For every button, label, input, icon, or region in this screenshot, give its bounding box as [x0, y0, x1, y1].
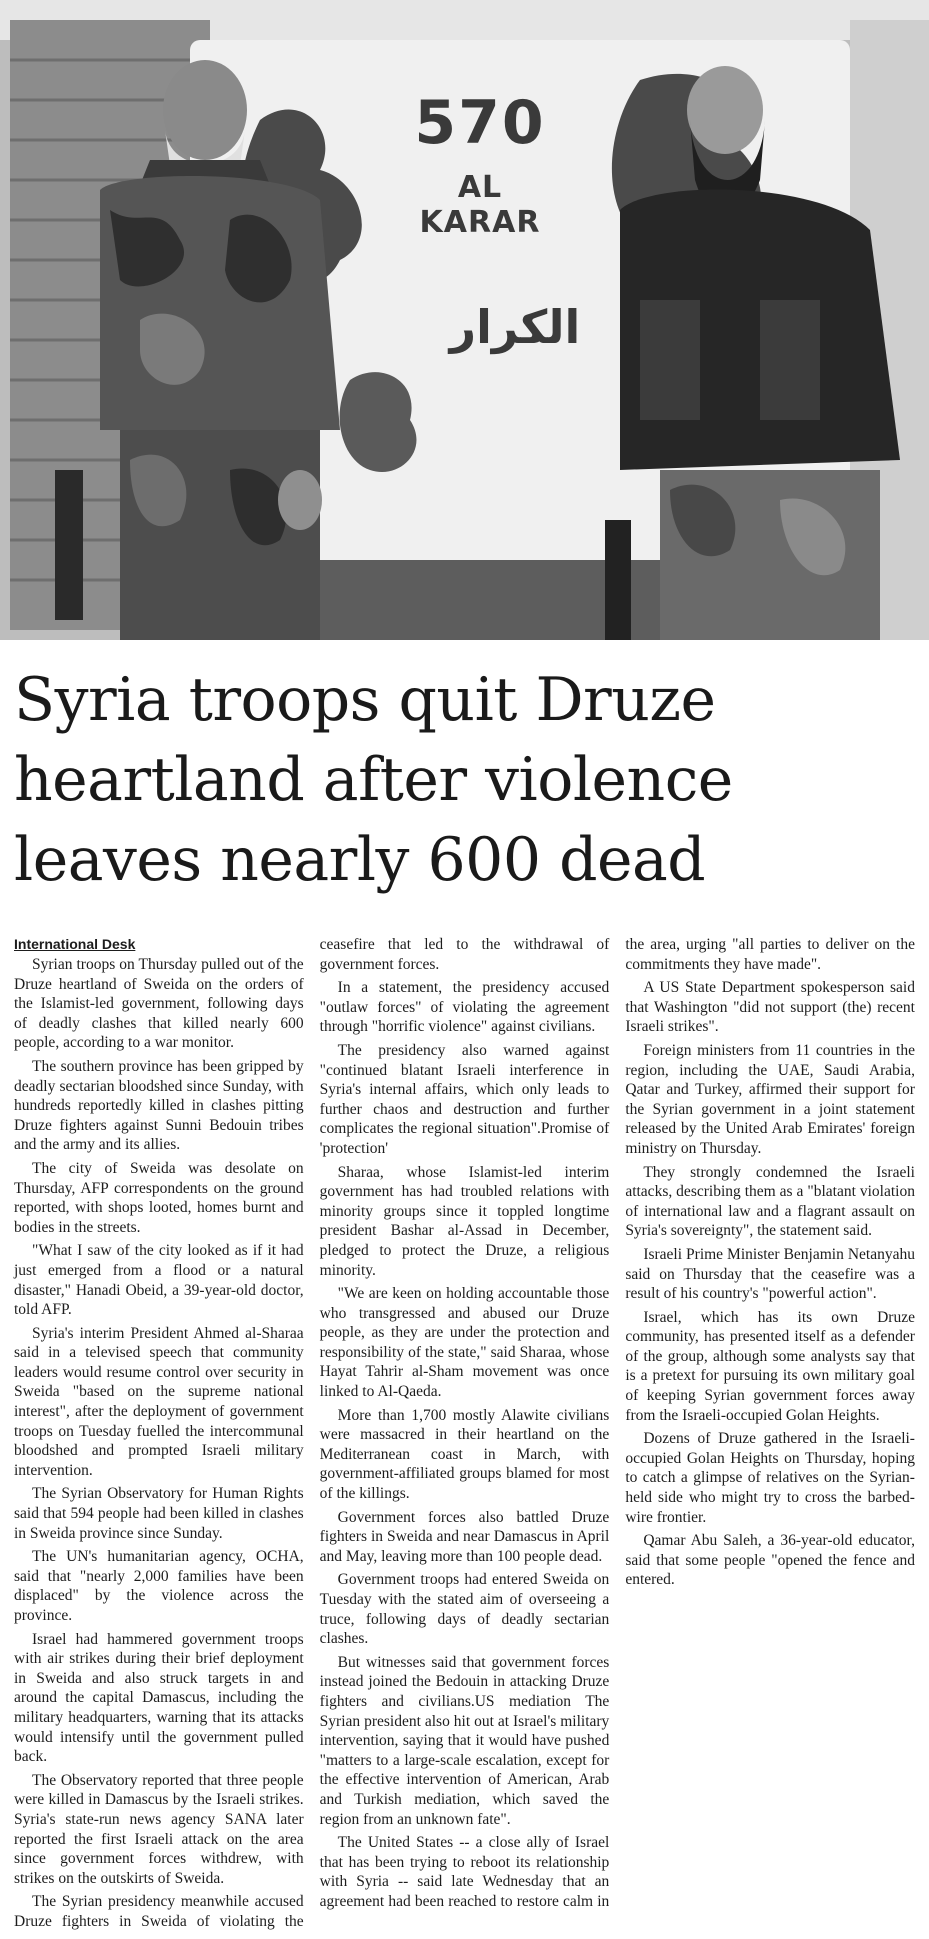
article-headline: Syria troops quit Druze heartland after violence leaves nearly 600 dead [14, 665, 733, 895]
body-paragraph: Dozens of Druze gathered in the Israeli-occupied Golan Heights on Thursday, hoping to catch a glimpse of relatives on the Syrian-held side who might try to cross the barbed-wire frontier. [625, 1430, 915, 1526]
article-body [14, 935, 915, 1935]
body-paragraph: Syrian troops on Thursday pulled out of the Druze heartland of Sweida on the orders of the Islamist-led government, following days of deadly clashes that killed nearly 600 people, according to a war monitor. [14, 956, 304, 1052]
body-paragraph: Foreign ministers from 11 countries in the region, including the UAE, Saudi Arabia, Qatar and Turkey, affirmed their support for the Syrian government in a joint statement released by the United Arab Emirates' foreign ministry on Thursday. [625, 1041, 915, 1157]
body-paragraph: The presidency also warned against "continued blatant Israeli interference in Syria's internal affairs, which only leads to further chaos and destruction and further complicates the regional situation".Promise of 'protection' [319, 1041, 610, 1157]
body-paragraph: The Syrian presidency meanwhile accused Druze fighters in Sweida of violating the ceasefire that led to the withdrawal of government forces. [14, 936, 610, 1930]
body-paragraph: The Syrian Observatory for Human Rights said that 594 people had been killed in clashes in Sweida province since Sunday. [14, 1485, 304, 1542]
body-paragraph: In a statement, the presidency accused "outlaw forces" of violating the agreement through "horrific violence" against civilians. [319, 979, 610, 1036]
body-paragraph: Qamar Abu Saleh, a 36-year-old educator, said that some people "opened the fence and entered. [625, 1532, 915, 1589]
body-paragraph: "We are keen on holding accountable those who transgressed and abused our Druze people, as they are under the protection and responsibility of the state," said Sharaa, whose Hayat Tahrir al-Sham movement was once linked to Al-Qaeda. [319, 1285, 610, 1401]
body-paragraph: The United States -- a close ally of Israel that has been trying to reboot its relationship with Syria -- said late Wednesday that an agreement had been reached to restore calm in the area, urging "all parties to deliver on the commitments they have made". [319, 936, 915, 1910]
desk-byline: International Desk [14, 936, 136, 952]
body-paragraph: More than 1,700 mostly Alawite civilians were massacred in their heartland on the Mediterranean coast in March, with government-affiliated groups blamed for most of the killings. [319, 1406, 610, 1503]
body-paragraph: The Observatory reported that three people were killed in Damascus by the Israeli strikes. Syria's state-run news agency SANA later reported the first Israeli attack on the area since government forces withdrew, with strikes on the outskirts of Sweida. [14, 1771, 304, 1887]
vehicle-number-plate: 570 [414, 88, 546, 158]
body-paragraph: But witnesses said that government forces instead joined the Bedouin in attacking Druze fighters and civilians.US mediation The Syrian president also hit out at Israel's military intervention, saying that it would have pushed "matters to a large-scale escalation, except for the effective intervention of American, Arab and Turkish mediation, which saved the region from an unknown fate". [319, 1653, 610, 1828]
body-paragraph: Syria's interim President Ahmed al-Sharaa said in a televised speech that community leaders would resume control over security in Sweida "based on the supreme national interest", after the deployment of government troops on Tuesday fuelled the intercommunal bloodshed and prompted Israeli military intervention. [14, 1324, 304, 1479]
body-paragraph: Israel, which has its own Druze community, has presented itself as a defender of the group, although some analysts say that is a pretext for pursuing its own military goal of keeping Syrian government forces away from the Israeli-occupied Golan Heights. [625, 1308, 915, 1424]
body-paragraph: The UN's humanitarian agency, OCHA, said that "nearly 2,000 families have been displaced" by the violence across the province. [14, 1548, 304, 1624]
body-paragraph: The southern province has been gripped by deadly sectarian bloodshed since Sunday, with hundreds reportedly killed in clashes pitting Druze fighters against Sunni Bedouin tribes and the army and its allies. [14, 1057, 304, 1154]
body-paragraph: Sharaa, whose Islamist-led interim government has had troubled relations with minority groups since it toppled longtime president Bashar al-Assad in December, pledged to protect the Druze, a religious minority. [319, 1163, 610, 1279]
body-paragraph: Israeli Prime Minister Benjamin Netanyahu said on Thursday that the ceasefire was a result of his country's "powerful action". [625, 1245, 915, 1303]
body-paragraph: They strongly condemned the Israeli attacks, describing them as a "blatant violation of international law and a flagrant assault on Syria's sovereignty", the statement said. [625, 1163, 915, 1240]
vehicle-name-label: AL KARAR [419, 170, 541, 240]
body-paragraph: Government troops had entered Sweida on Tuesday with the stated aim of overseeing a truce, following days of deadly sectarian clashes. [319, 1571, 610, 1648]
body-paragraph: "What I saw of the city looked as if it had just emerged from a flood or a natural disaster," Hanadi Obeid, a 39-year-old doctor, told AFP. [14, 1242, 304, 1319]
article-photo [0, 0, 929, 640]
body-paragraph: Israel had hammered government troops with air strikes during their brief deployment in Sweida and also struck targets in and around the capital Damascus, including the military headquarters, warning that its attacks would intensify until the government pulled back. [14, 1630, 304, 1766]
body-paragraph: A US State Department spokesperson said that Washington "did not support (the) recent Israeli strikes". [625, 979, 915, 1036]
body-paragraph: Government forces also battled Druze fighters in Sweida and near Damascus in April and May, leaving more than 100 people dead. [319, 1508, 610, 1565]
body-paragraph: The city of Sweida was desolate on Thursday, AFP correspondents on the ground reported, with shops looted, homes burnt and bodies in the streets. [14, 1159, 304, 1236]
vehicle-name-arabic: الكرار [449, 300, 581, 354]
